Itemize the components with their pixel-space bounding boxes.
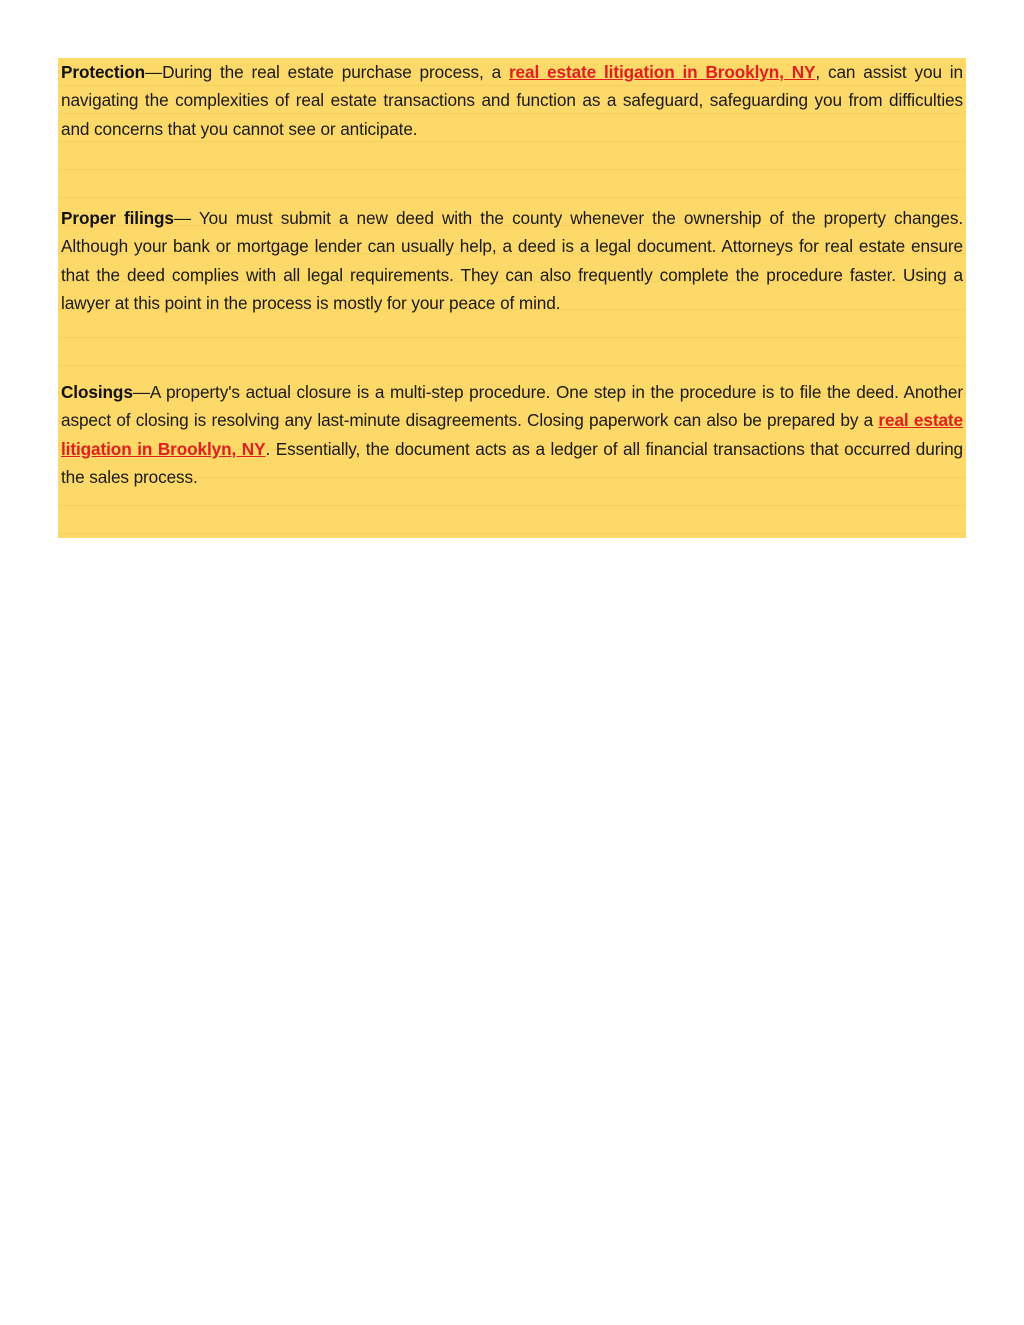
proper-filings-heading: Proper filings: [61, 208, 174, 228]
protection-heading: Protection: [61, 62, 145, 82]
closings-text-end: . Essentially, the document acts as a ledger of all financial transactions that occurred during the sales process.: [61, 438, 963, 487]
proper-filings-text: — You must submit a new deed with the county whenever the ownership of the property changes. Although your bank or mortgage lender can usually help, a deed is a legal document. Attorneys for real estate ensure that the deed complies with all legal requirements. They can also frequently complete the procedure faster. Using a lawyer at this point in the process is mostly for your peace of mind.: [61, 208, 964, 313]
protection-link[interactable]: real estate litigation in Brooklyn, NY: [508, 62, 816, 82]
paragraph-protection: [61, 58, 963, 143]
closings-text-start: —A property's actual closure is a multi-step procedure. One step in the procedure is to file the deed. Another aspect of closing is resolving any last-minute disagreements. Closing paperwork can also be prepared by a: [61, 382, 963, 431]
closings-link[interactable]: real estate litigation in Brooklyn, NY: [61, 410, 963, 459]
protection-text-start: —During the real estate purchase process, a: [145, 62, 509, 82]
paragraph-proper-filings: [61, 204, 963, 317]
protection-text-end: , can assist you in navigating the complexities of real estate transactions and function as a safeguard, safeguarding you from difficulties and concerns that you cannot see or anticipate.: [61, 62, 963, 139]
closings-heading: Closings: [61, 382, 133, 402]
paragraph-closings: [61, 378, 963, 491]
